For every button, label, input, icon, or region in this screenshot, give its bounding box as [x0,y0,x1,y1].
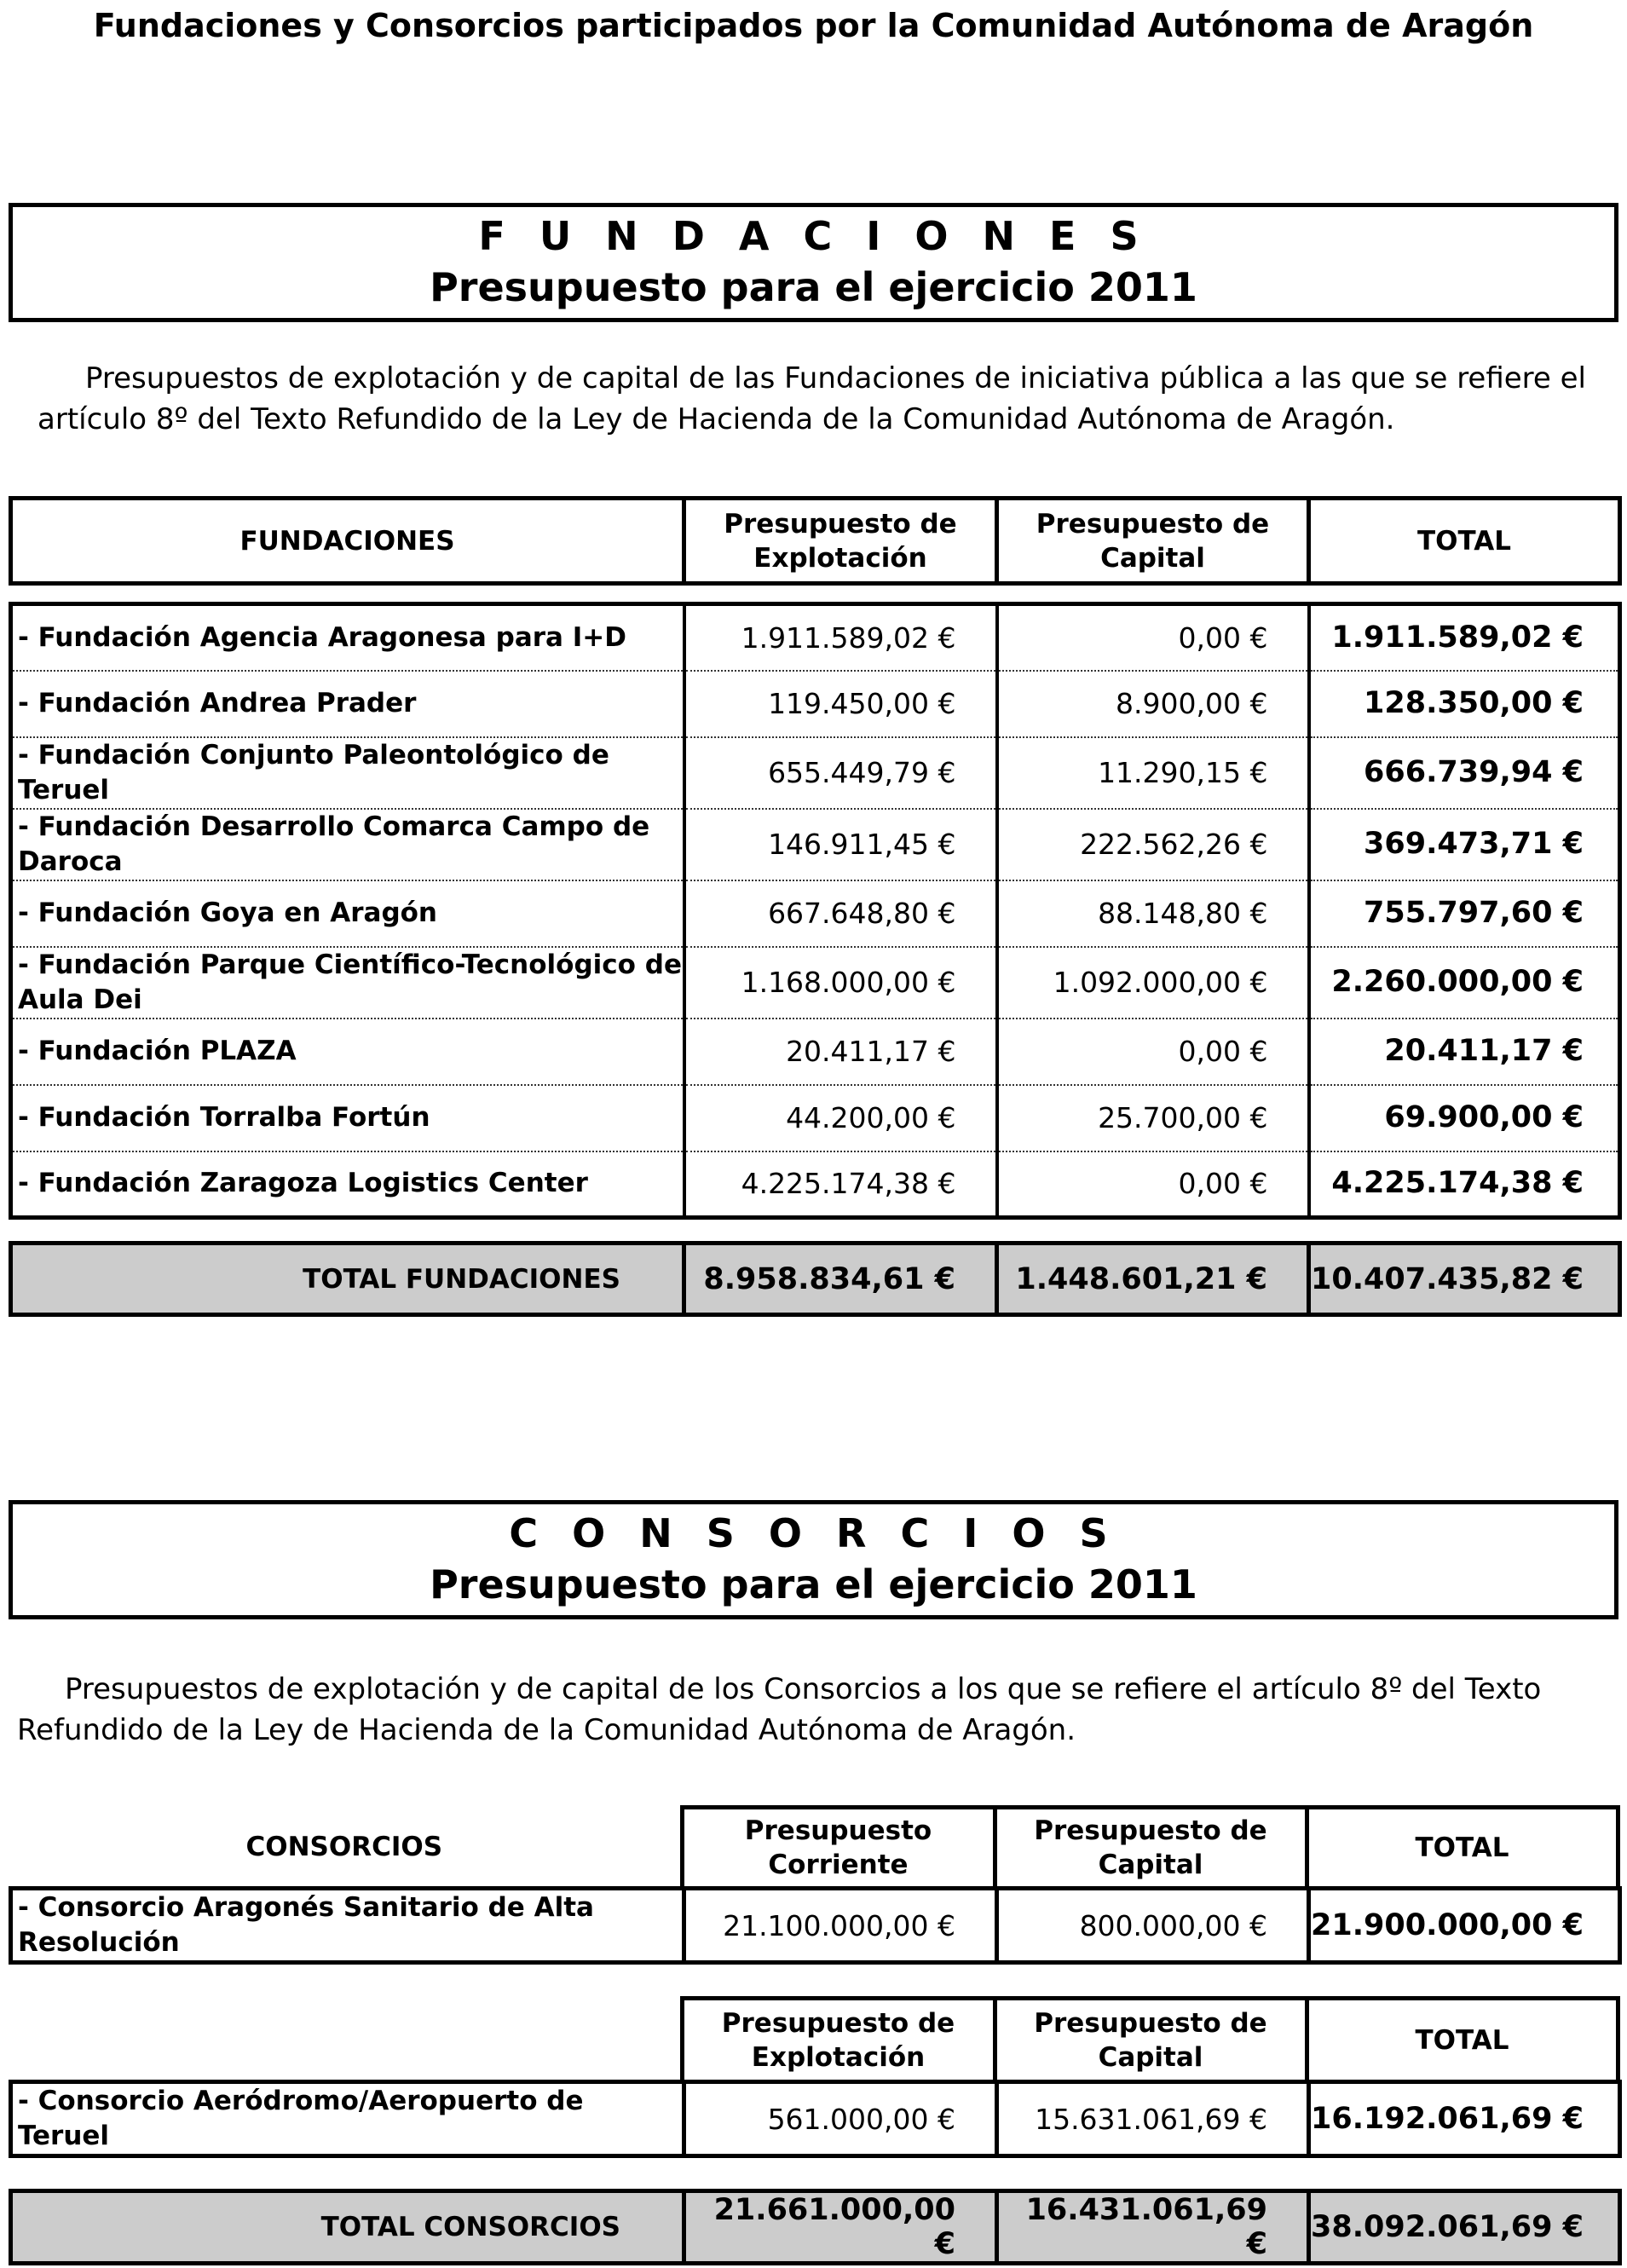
col-header-fundaciones: FUNDACIONES [11,499,684,584]
fundacion-capital: 222.562,26 € [997,809,1309,880]
col-header-explotacion: Presupuesto de Explotación [684,499,997,584]
consorcios-heading-box [9,1500,1618,1619]
fundacion-explotacion: 20.411,17 € [684,1019,997,1085]
table-row [11,737,1620,809]
fundacion-total: 2.260.000,00 € [1309,947,1620,1019]
table-row [11,671,1620,737]
fundacion-total: 20.411,17 € [1309,1019,1620,1085]
col-header-capital: Presupuesto de Capital [997,499,1309,584]
fundacion-name: - Fundación Andrea Prader [11,671,684,737]
fundacion-capital: 0,00 € [997,1151,1309,1218]
fundacion-capital: 11.290,15 € [997,737,1309,809]
consorcios-total-table [9,2189,1622,2265]
fundacion-total: 755.797,60 € [1309,880,1620,947]
consorcios-total-label: TOTAL CONSORCIOS [11,2191,684,2264]
fundacion-explotacion: 119.450,00 € [684,671,997,737]
fundacion-explotacion: 1.168.000,00 € [684,947,997,1019]
table-row [11,1151,1620,1218]
table-row [11,604,1620,671]
fundacion-name: - Fundación Goya en Aragón [11,880,684,947]
consorcio-total: 16.192.061,69 € [1309,2082,1620,2156]
fundaciones-subheading: Presupuesto para el ejercicio 2011 [430,264,1197,310]
col-header-total-2: TOTAL [1307,1999,1618,2080]
fundacion-explotacion: 655.449,79 € [684,737,997,809]
fundacion-capital: 88.148,80 € [997,880,1309,947]
col-header-total-1: TOTAL [1307,1808,1618,1886]
fundacion-name: - Fundación Zaragoza Logistics Center [11,1151,684,1218]
consorcios-total-total: 38.092.061,69 € [1309,2191,1620,2264]
fundacion-total: 128.350,00 € [1309,671,1620,737]
fundacion-capital: 8.900,00 € [997,671,1309,737]
consorcios-intro-line2: Refundido de la Ley de Hacienda de la Comunidad Autónoma de Aragón. [17,1713,1076,1747]
page-title: Fundaciones y Consorcios participados por la Comunidad Autónoma de Aragón [93,7,1534,44]
fundaciones-total-total: 10.407.435,82 € [1309,1244,1620,1315]
fundacion-name: - Fundación Desarrollo Comarca Campo de Daroca [11,809,684,880]
fundaciones-total-label: TOTAL FUNDACIONES [11,1244,684,1315]
fundacion-name: - Fundación Conjunto Paleontológico de Teruel [11,737,684,809]
col-header-corriente: Presupuesto Corriente [682,1808,995,1886]
consorcios-total-capital: 16.431.061,69 € [997,2191,1309,2264]
table-row [11,880,1620,947]
consorcio-name: - Consorcio Aragonés Sanitario de Alta Resolución [11,1889,684,1963]
table-row [11,809,1620,880]
fundaciones-heading-box [9,203,1618,322]
fundacion-explotacion: 146.911,45 € [684,809,997,880]
fundacion-explotacion: 44.200,00 € [684,1085,997,1151]
consorcio-capital: 800.000,00 € [997,1889,1309,1963]
fundacion-capital: 0,00 € [997,1019,1309,1085]
table-row [11,1085,1620,1151]
fundacion-name: - Fundación Torralba Fortún [11,1085,684,1151]
consorcios-heading: C O N S O R C I O S [509,1510,1118,1556]
fundacion-total: 4.225.174,38 € [1331,1166,1584,1201]
consorcio-total: 21.900.000,00 € [1309,1889,1620,1963]
consorcio-capital: 15.631.061,69 € [997,2082,1309,2156]
col-header-capital-2: Presupuesto de Capital [995,1999,1307,2080]
fundacion-capital: 0,00 € [997,604,1309,671]
fundacion-explotacion: 1.911.589,02 € [684,604,997,671]
fundaciones-header-table [9,496,1622,586]
col-header-explotacion-2: Presupuesto de Explotación [682,1999,995,2080]
table-row [11,947,1620,1019]
consorcios-table-1 [9,1886,1622,1965]
consorcios-subheading: Presupuesto para el ejercicio 2011 [430,1561,1197,1607]
fundacion-name: - Fundación Agencia Aragonesa para I+D [11,604,684,671]
fundaciones-intro-line2: artículo 8º del Texto Refundido de la Ley de Hacienda de la Comunidad Autónoma de Aragón. [38,402,1395,436]
consorcio-corriente: 21.100.000,00 € [684,1889,997,1963]
table-row [11,2082,1620,2156]
fundacion-total: 666.739,94 € [1309,737,1620,809]
consorcio-name: - Consorcio Aeródromo/Aeropuerto de Teruel [11,2082,684,2156]
fundacion-total: 69.900,00 € [1309,1085,1620,1151]
fundaciones-total-explotacion: 8.958.834,61 € [684,1244,997,1315]
consorcios-intro-line1: Presupuestos de explotación y de capital de los Consorcios a los que se refiere el artículo 8º del Texto [65,1672,1542,1706]
fundacion-name: - Fundación Parque Científico-Tecnológico de Aula Dei [11,947,684,1019]
consorcios-total-col1: 21.661.000,00 € [684,2191,997,2264]
fundacion-capital: 25.700,00 € [997,1085,1309,1151]
col-header-total: TOTAL [1309,499,1620,584]
consorcios-table-2 [9,2080,1622,2158]
fundacion-name: - Fundación PLAZA [11,1019,684,1085]
fundacion-total: 369.473,71 € [1309,809,1620,880]
consorcio-explotacion: 561.000,00 € [684,2082,997,2156]
col-header-consorcios: CONSORCIOS [245,1831,443,1862]
fundaciones-table [9,602,1622,1220]
consorcios-header-table-1 [9,1805,1620,1886]
col-header-capital-1: Presupuesto de Capital [995,1808,1307,1886]
fundacion-capital: 1.092.000,00 € [997,947,1309,1019]
fundaciones-heading: F U N D A C I O N E S [478,213,1149,259]
table-row [11,1019,1620,1085]
fundaciones-intro-line1: Presupuestos de explotación y de capital de las Fundaciones de iniciativa pública a las que se refiere el [85,361,1586,395]
fundaciones-total-table [9,1241,1622,1317]
fundacion-explotacion: 667.648,80 € [684,880,997,947]
fundacion-total: 1.911.589,02 € [1309,604,1620,671]
fundaciones-total-capital: 1.448.601,21 € [997,1244,1309,1315]
consorcios-header-table-2 [9,1996,1620,2080]
table-row [11,1889,1620,1963]
fundacion-explotacion: 4.225.174,38 € [684,1151,997,1218]
